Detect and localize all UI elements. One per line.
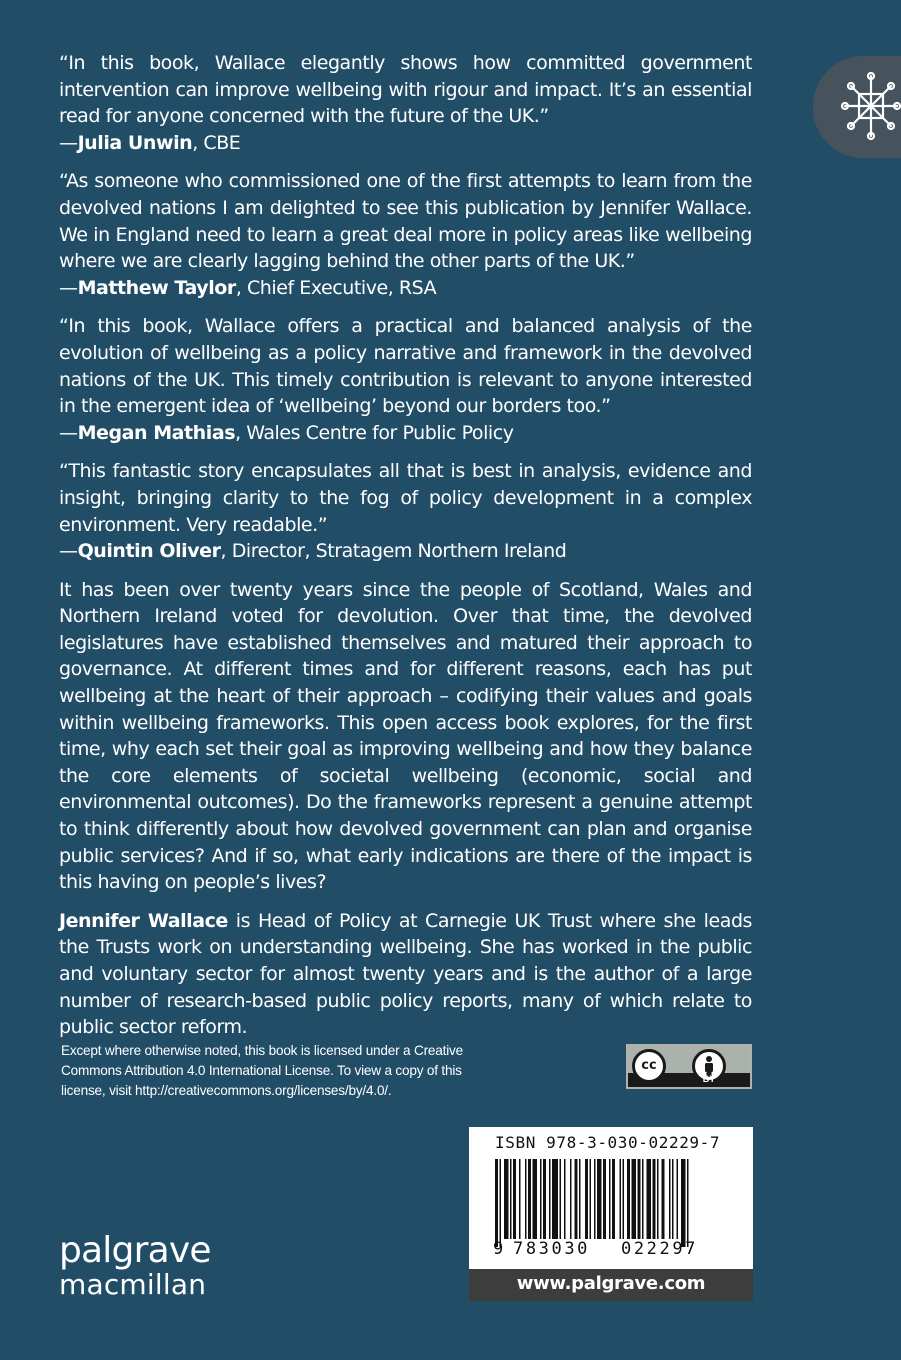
quote-author-role: , CBE <box>192 131 241 154</box>
quote-attribution <box>59 130 752 157</box>
text-column <box>59 50 752 1041</box>
attribution-dash: — <box>59 540 78 563</box>
quote-author-role: , Wales Centre for Public Policy <box>235 421 514 444</box>
quote-text: “This fantastic story encapsulates all that is best in analysis, evidence and insight, bringing clarity to the fog of policy development in a complex environment. Very readable.” <box>59 460 752 536</box>
endorsement-quote <box>59 313 752 446</box>
barcode-digits-left: 783030 <box>513 1239 591 1259</box>
logo-line-macmillan: macmillan <box>59 1268 207 1301</box>
quote-author-name: Quintin Oliver <box>77 540 221 563</box>
logo-line-palgrave: palgrave <box>59 1230 211 1271</box>
license-line: Commons Attribution 4.0 International License. To view a copy of this <box>61 1063 462 1078</box>
isbn-barcode <box>469 1127 753 1269</box>
license-notice <box>61 1041 511 1101</box>
barcode-bars <box>491 1159 731 1247</box>
attribution-dash: — <box>59 131 78 154</box>
author-bio <box>59 908 752 1041</box>
quote-text: “In this book, Wallace offers a practical and balanced analysis of the evolution of wellbeing as a policy narrative and framework in the devolved nations of the UK. This timely contribution is relevant to anyone interested in the emergent idea of ‘wellbeing’ beyond our borders too.” <box>59 315 752 418</box>
author-bio-text: is Head of Policy at Carnegie UK Trust where she leads the Trusts work on understanding wellbeing. She has worked in the public and voluntary sector for almost twenty years and is the author of a large number of research-based public policy reports, many of which relate to public sector reform. <box>59 909 752 1039</box>
attribution-dash: — <box>59 276 78 299</box>
isbn-number: ISBN 978-3-030-02229-7 <box>495 1133 721 1152</box>
cc-icon: cc <box>632 1049 666 1083</box>
quote-author-role: , Chief Executive, RSA <box>235 276 437 299</box>
springer-network-icon <box>841 70 901 142</box>
publisher-url[interactable]: www.palgrave.com <box>469 1269 753 1301</box>
series-tab <box>813 56 901 158</box>
endorsement-quote <box>59 50 752 156</box>
barcode-digits-right: 022297 <box>621 1239 699 1259</box>
endorsement-quote <box>59 458 752 564</box>
barcode-digit-first: 9 <box>493 1239 504 1259</box>
quote-attribution <box>59 538 752 565</box>
quote-author-name: Megan Mathias <box>77 421 236 444</box>
quote-author-role: , Director, Stratagem Northern Ireland <box>220 540 567 563</box>
attribution-dash: — <box>59 421 78 444</box>
endorsement-quote <box>59 168 752 301</box>
quote-attribution <box>59 275 752 302</box>
license-line: Except where otherwise noted, this book is licensed under a Creative <box>61 1043 463 1058</box>
palgrave-macmillan-logo <box>59 1232 211 1300</box>
cc-by-badge <box>626 1044 752 1089</box>
quote-author-name: Julia Unwin <box>77 131 193 154</box>
quote-attribution <box>59 420 752 447</box>
quote-text: “In this book, Wallace elegantly shows how committed government intervention can improve wellbeing with rigour and impact. It’s an essential read for anyone concerned with the future of the UK.” <box>59 52 752 128</box>
license-line: license, visit http://creativecommons.org/licenses/by/4.0/. <box>61 1083 392 1098</box>
author-name: Jennifer Wallace <box>59 909 228 932</box>
book-description: It has been over twenty years since the people of Scotland, Wales and Northern Ireland voted for devolution. Over that time, the devolved legislatures have established themselves and matured their approach to governance. At different times and for different reasons, each has put wellbeing at the heart of their approach – codifying their values and goals within wellbeing frameworks. This open access book explores, for the first time, why each set their goal as improving wellbeing and how they balance the core elements of societal wellbeing (economic, social and environmental outcomes). Do the frameworks represent a genuine attempt to think differently about how devolved government can plan and organise public services? And if so, what early indications are there of the impact is this having on people’s lives? <box>59 578 752 894</box>
quote-text: “As someone who commissioned one of the first attempts to learn from the devolved nations I am delighted to see this publication by Jennifer Wallace. We in England need to learn a great deal more in policy areas like wellbeing where we are clearly lagging behind the other parts of the UK.” <box>59 170 752 273</box>
quote-author-name: Matthew Taylor <box>77 276 236 299</box>
by-label: BY <box>702 1074 716 1084</box>
